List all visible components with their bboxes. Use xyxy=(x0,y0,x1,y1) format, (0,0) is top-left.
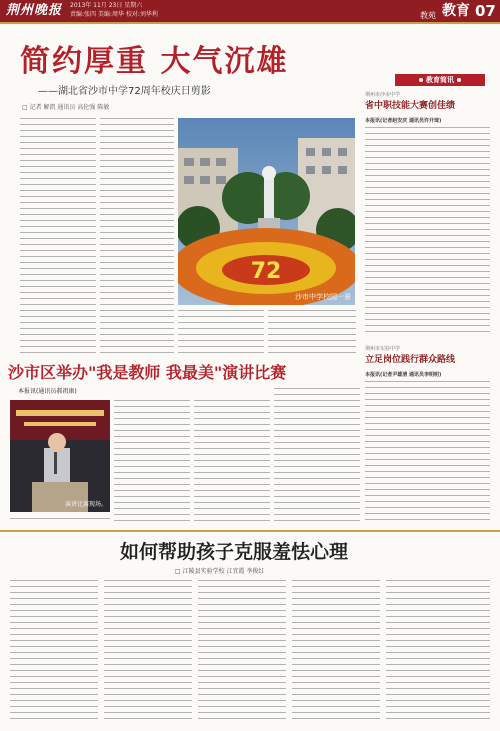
speech-photo-image xyxy=(10,400,110,512)
section-label-small: 教苑 xyxy=(420,11,436,20)
header-divider xyxy=(0,22,500,24)
speech-photo xyxy=(10,400,110,512)
story1-body-col3b xyxy=(178,310,264,356)
story1-body-col2 xyxy=(100,118,174,356)
news-brief-tag xyxy=(395,74,485,86)
story1-subheadline: ——湖北省沙市中学72周年校庆日剪影 xyxy=(38,86,211,97)
brief2-kicker: 荆州市实验中学 xyxy=(365,346,401,352)
brief1-lead: 本报讯(记者赵安庆 通讯员许开琦) xyxy=(365,118,442,124)
brief1-body xyxy=(365,127,490,335)
story3-body-col1 xyxy=(10,580,98,720)
story3-body-col2 xyxy=(104,580,192,720)
masthead-logo: 荆州晚报 xyxy=(6,3,63,18)
story1-body-col1 xyxy=(20,118,96,356)
bullet-icon xyxy=(457,78,461,82)
story3-body-col4 xyxy=(292,580,380,720)
photo-caption: 沙市中学校园一景 xyxy=(295,293,351,301)
brief2-body xyxy=(365,381,490,521)
story3-headline: 如何帮助孩子克服羞怯心理 xyxy=(120,541,349,563)
school-photo xyxy=(178,118,355,305)
news-brief-tag-label: 教育简讯 xyxy=(426,76,454,84)
section-divider xyxy=(0,530,500,532)
story2-reporter: 本报讯(通讯员郝祖康) xyxy=(18,388,77,395)
story1-body-col4b xyxy=(268,310,356,356)
page-number: 07 xyxy=(475,2,496,20)
story1-byline: □ 记者 解凯 通讯员 高伦强 陈敏 xyxy=(22,104,110,111)
editor-credits: 责编:张四 美编:周华 校对:刘华利 xyxy=(70,11,158,18)
story2-headline: 沙市区举办"我是教师 我最美"演讲比赛 xyxy=(8,363,287,382)
brief1-kicker: 荆州市沙市中学 xyxy=(365,92,401,98)
brief2-lead: 本报讯(记者尹雄清 通讯员李明明) xyxy=(365,372,442,378)
story3-body-col3 xyxy=(198,580,286,720)
brief1-headline: 省中职技能大赛创佳绩 xyxy=(365,101,456,111)
story2-body-col3 xyxy=(274,388,360,524)
story3-byline: □ 江陵县实验学校 江宜霞 李俊红 xyxy=(175,568,265,575)
story3-body-col5 xyxy=(386,580,490,720)
school-photo-image xyxy=(178,118,355,305)
flower-number: 72 xyxy=(250,259,282,284)
story2-body-col1 xyxy=(114,400,190,524)
brief2-headline: 立足岗位践行群众路线 xyxy=(365,355,456,365)
issue-date: 2013年 11月 23日 星期六 xyxy=(70,2,143,9)
story2-body-tail xyxy=(10,518,110,524)
story1-headline: 简约厚重 大气沉雄 xyxy=(20,44,289,79)
bullet-icon xyxy=(419,78,423,82)
section-label: 教育 xyxy=(442,3,470,19)
story2-body-col2 xyxy=(194,400,270,524)
speech-photo-caption: 演讲比赛现场。 xyxy=(64,501,107,508)
